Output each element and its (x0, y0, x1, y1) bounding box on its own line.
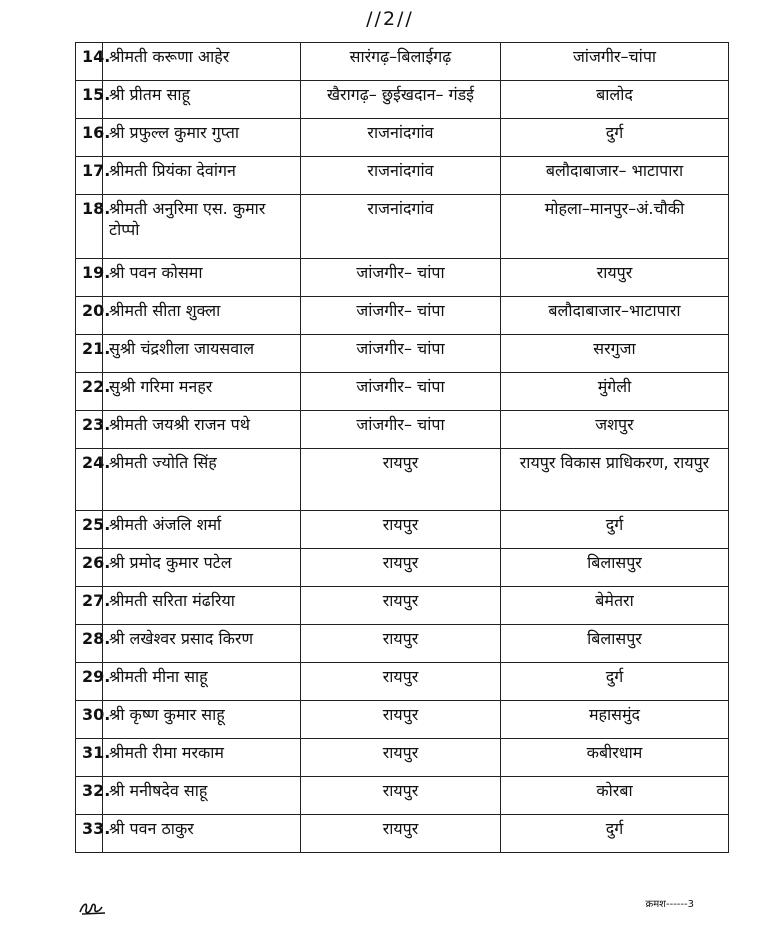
table-row (76, 259, 729, 297)
from-district-cell: राजनांदगांव (301, 157, 501, 195)
to-district-cell: कबीरधाम (501, 739, 729, 777)
name-cell: श्री मनीषदेव साहू (103, 777, 301, 815)
serial-number-cell: 31. (76, 739, 103, 777)
serial-number-cell: 14. (76, 43, 103, 81)
to-district-cell: बलौदाबाजार–भाटापारा (501, 297, 729, 335)
name-cell: श्री प्रीतम साहू (103, 81, 301, 119)
table-row (76, 625, 729, 663)
name-cell: श्रीमती रीमा मरकाम (103, 739, 301, 777)
name-cell: श्रीमती करूणा आहेर (103, 43, 301, 81)
to-district-cell: बालोद (501, 81, 729, 119)
name-cell: श्री पवन ठाकुर (103, 815, 301, 853)
name-cell: श्रीमती सीता शुक्ला (103, 297, 301, 335)
from-district-cell: रायपुर (301, 777, 501, 815)
to-district-cell: बलौदाबाजार– भाटापारा (501, 157, 729, 195)
from-district-cell: रायपुर (301, 701, 501, 739)
name-cell: सुश्री चंद्रशीला जायसवाल (103, 335, 301, 373)
serial-number-cell: 24. (76, 449, 103, 511)
name-cell: श्री प्रमोद कुमार पटेल (103, 549, 301, 587)
to-district-cell: जशपुर (501, 411, 729, 449)
page-number: //2// (366, 8, 414, 30)
from-district-cell: रायपुर (301, 663, 501, 701)
from-district-cell: रायपुर (301, 511, 501, 549)
from-district-cell: रायपुर (301, 739, 501, 777)
name-cell: श्रीमती प्रियंका देवांगन (103, 157, 301, 195)
serial-number-cell: 18. (76, 195, 103, 259)
serial-number-cell: 22. (76, 373, 103, 411)
from-district-cell: जांजगीर– चांपा (301, 373, 501, 411)
name-cell: श्रीमती अनुरिमा एस. कुमार टोप्पो (103, 195, 301, 259)
serial-number-cell: 30. (76, 701, 103, 739)
from-district-cell: रायपुर (301, 449, 501, 511)
to-district-cell: बिलासपुर (501, 549, 729, 587)
table-row (76, 587, 729, 625)
table-row (76, 157, 729, 195)
serial-number-cell: 28. (76, 625, 103, 663)
table-row (76, 815, 729, 853)
name-cell: श्री लखेश्वर प्रसाद किरण (103, 625, 301, 663)
serial-number-cell: 29. (76, 663, 103, 701)
table-body (76, 43, 729, 853)
serial-number-cell: 16. (76, 119, 103, 157)
from-district-cell: सारंगढ़–बिलाईगढ़ (301, 43, 501, 81)
table-row (76, 777, 729, 815)
serial-number-cell: 19. (76, 259, 103, 297)
from-district-cell: रायपुर (301, 587, 501, 625)
name-cell: श्रीमती अंजलि शर्मा (103, 511, 301, 549)
serial-number-cell: 33. (76, 815, 103, 853)
to-district-cell: रायपुर विकास प्राधिकरण, रायपुर (501, 449, 729, 511)
table-row (76, 119, 729, 157)
table-row (76, 449, 729, 511)
from-district-cell: जांजगीर– चांपा (301, 259, 501, 297)
serial-number-cell: 17. (76, 157, 103, 195)
name-cell: सुश्री गरिमा मनहर (103, 373, 301, 411)
serial-number-cell: 26. (76, 549, 103, 587)
name-cell: श्रीमती जयश्री राजन पथे (103, 411, 301, 449)
to-district-cell: महासमुंद (501, 701, 729, 739)
table-row (76, 701, 729, 739)
from-district-cell: रायपुर (301, 549, 501, 587)
serial-number-cell: 15. (76, 81, 103, 119)
to-district-cell: बिलासपुर (501, 625, 729, 663)
table-row (76, 43, 729, 81)
signature-mark (78, 898, 108, 916)
continued-note: क्रमश------3 (645, 899, 694, 910)
serial-number-cell: 23. (76, 411, 103, 449)
name-cell: श्रीमती मीना साहू (103, 663, 301, 701)
from-district-cell: खैरागढ़– छुईखदान– गंडई (301, 81, 501, 119)
to-district-cell: सरगुजा (501, 335, 729, 373)
serial-number-cell: 21. (76, 335, 103, 373)
serial-number-cell: 25. (76, 511, 103, 549)
table-row (76, 511, 729, 549)
to-district-cell: दुर्ग (501, 663, 729, 701)
to-district-cell: रायपुर (501, 259, 729, 297)
to-district-cell: दुर्ग (501, 815, 729, 853)
table-row (76, 81, 729, 119)
from-district-cell: जांजगीर– चांपा (301, 411, 501, 449)
from-district-cell: रायपुर (301, 815, 501, 853)
serial-number-cell: 27. (76, 587, 103, 625)
table-row (76, 549, 729, 587)
from-district-cell: जांजगीर– चांपा (301, 297, 501, 335)
serial-number-cell: 20. (76, 297, 103, 335)
table-row (76, 739, 729, 777)
to-district-cell: बेमेतरा (501, 587, 729, 625)
table-row (76, 195, 729, 259)
table-row (76, 411, 729, 449)
from-district-cell: जांजगीर– चांपा (301, 335, 501, 373)
name-cell: श्री पवन कोसमा (103, 259, 301, 297)
to-district-cell: दुर्ग (501, 511, 729, 549)
to-district-cell: मोहला–मानपुर–अं.चौकी (501, 195, 729, 259)
to-district-cell: जांजगीर–चांपा (501, 43, 729, 81)
to-district-cell: दुर्ग (501, 119, 729, 157)
table-row (76, 297, 729, 335)
from-district-cell: राजनांदगांव (301, 119, 501, 157)
table-row (76, 373, 729, 411)
table-row (76, 663, 729, 701)
to-district-cell: कोरबा (501, 777, 729, 815)
name-cell: श्रीमती सरिता मंढरिया (103, 587, 301, 625)
serial-number-cell: 32. (76, 777, 103, 815)
name-cell: श्री प्रफुल्ल कुमार गुप्ता (103, 119, 301, 157)
name-cell: श्रीमती ज्योति सिंह (103, 449, 301, 511)
table-row (76, 335, 729, 373)
name-cell: श्री कृष्ण कुमार साहू (103, 701, 301, 739)
transfer-list-table (75, 42, 729, 853)
from-district-cell: राजनांदगांव (301, 195, 501, 259)
from-district-cell: रायपुर (301, 625, 501, 663)
to-district-cell: मुंगेली (501, 373, 729, 411)
